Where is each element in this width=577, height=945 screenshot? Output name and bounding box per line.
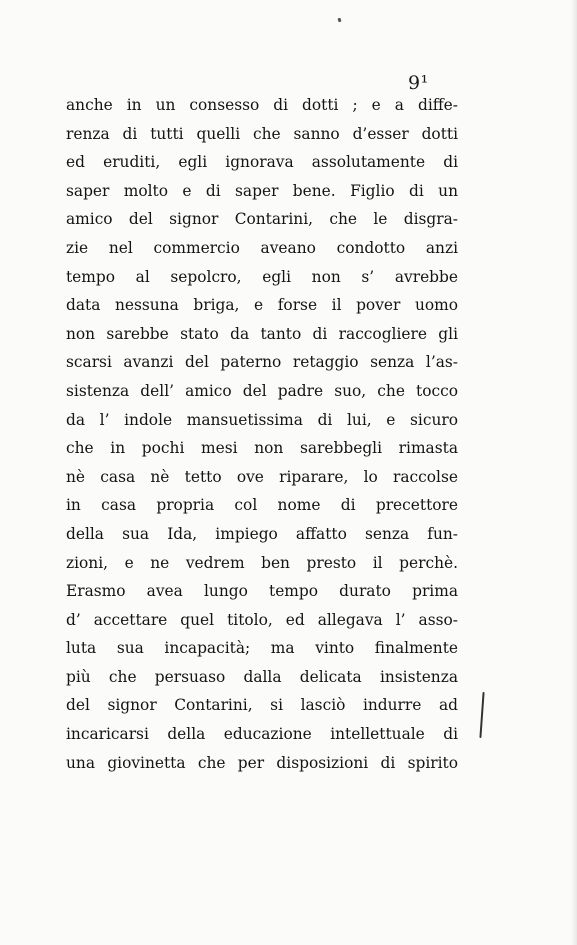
- text-line: saper molto e di saper bene. Figlio di un: [66, 181, 458, 200]
- text-line: anche in un consesso di dotti ; e a diffe-: [66, 96, 458, 114]
- text-line: zie nel commercio aveano condotto anzi: [66, 238, 458, 257]
- text-line: da l’ indole mansuetissima di lui, e sicuro: [66, 410, 458, 429]
- text-line: ed eruditi, egli ignorava assolutamente di: [66, 153, 458, 172]
- margin-pencil-mark: [479, 692, 484, 738]
- text-line: in casa propria col nome di precettore: [66, 496, 458, 515]
- text-line: del signor Contarini, si lasciò indurre ad: [66, 696, 458, 715]
- page-edge-shadow: [571, 0, 577, 945]
- text-line: sistenza dell’ amico del padre suo, che tocco: [66, 381, 458, 400]
- body-text: [66, 91, 458, 777]
- text-line: luta sua incapacità; ma vinto finalmente: [66, 639, 458, 658]
- text-line: tempo al sepolcro, egli non s’ avrebbe: [66, 267, 458, 286]
- text-line: Erasmo avea lungo tempo durato prima: [66, 582, 458, 601]
- ink-speck: [337, 18, 341, 23]
- text-line: non sarebbe stato da tanto di raccogliere gli: [66, 324, 458, 343]
- text-line: zioni, e ne vedrem ben presto il perchè.: [66, 553, 458, 572]
- text-line: d’ accettare quel titolo, ed allegava l’ asso-: [66, 610, 458, 629]
- text-line: nè casa nè tetto ove riparare, lo raccolse: [66, 467, 458, 486]
- text-line: una giovinetta che per disposizioni di spirito: [66, 753, 458, 772]
- page-number: 9¹: [408, 72, 429, 94]
- text-line: scarsi avanzi del paterno retaggio senza l’as-: [66, 353, 458, 372]
- text-line: amico del signor Contarini, che le disgra-: [66, 210, 458, 229]
- text-line: più che persuaso dalla delicata insistenza: [66, 667, 458, 686]
- text-line: che in pochi mesi non sarebbegli rimasta: [66, 439, 458, 458]
- text-line: renza di tutti quelli che sanno d’esser dotti: [66, 124, 458, 143]
- text-line: data nessuna briga, e forse il pover uomo: [66, 296, 458, 315]
- text-line: incaricarsi della educazione intellettuale di: [66, 725, 458, 744]
- text-line: della sua Ida, impiego affatto senza fun-: [66, 524, 458, 543]
